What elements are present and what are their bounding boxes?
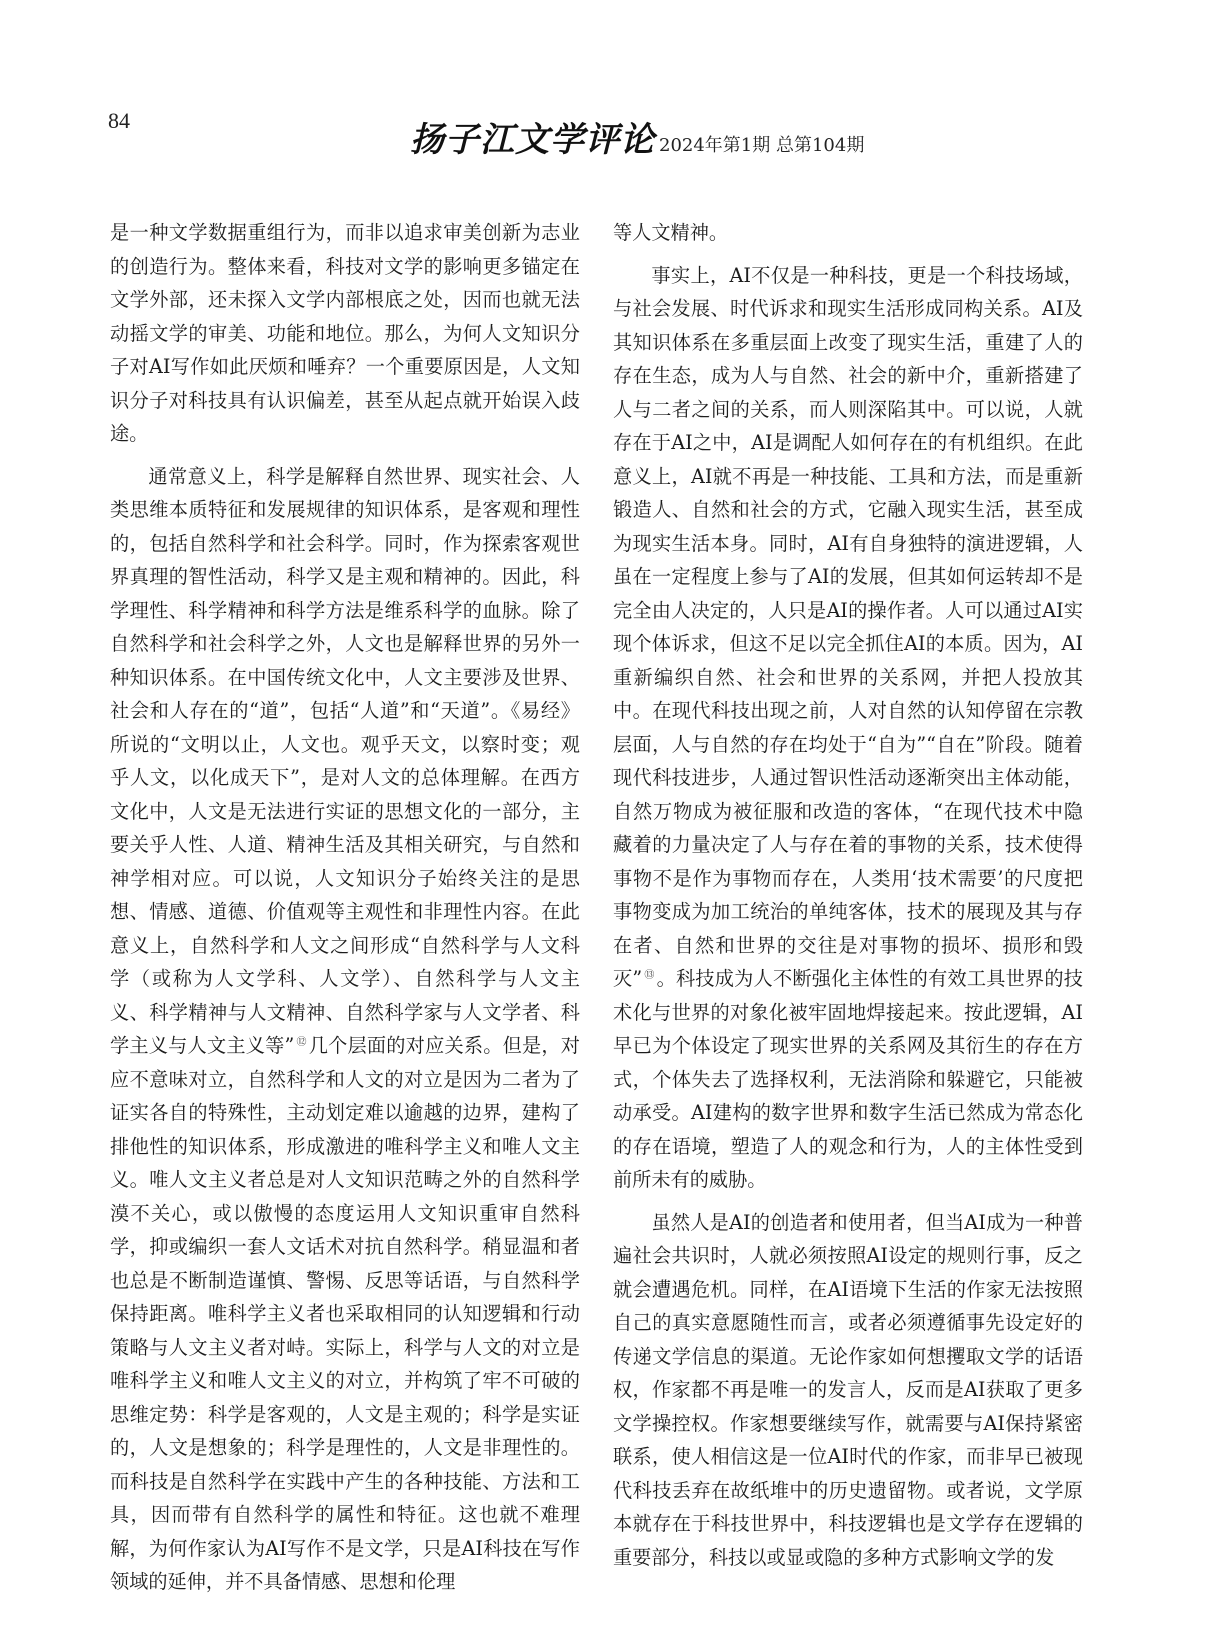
- page-number: 84: [108, 108, 130, 133]
- paragraph: 虽然人是AI的创造者和使用者，但当AI成为一种普遍社会共识时，人就必须按照AI设定的规则行事，反之就会遭遇危机。同样，在AI语境下生活的作家无法按照自己的真实意愿随性而言，或者必须遵循事先设定好的传递文学信息的渠道。无论作家如何想攫取文学的话语权，作家都不再是唯一的发言人，反而是AI获取了更多文学操控权。作家想要继续写作，就需要与AI保持紧密联系，使人相信这是一位AI时代的作家，而非早已被现代科技丢弃在故纸堆中的历史遗留物。或者说，文学原本就存在于科技世界中，科技逻辑也是文学存在逻辑的重要部分，科技以或显或隐的多种方式影响文学的发: [613, 1210, 1083, 1569]
- paragraph: [110, 460, 580, 1599]
- paragraph-text: 几个层面的对应关系。但是，对应不意味对立，自然科学和人文的对立是因为二者为了证实各自的特殊性，主动划定难以逾越的边界，建构了排他性的知识体系，形成激进的唯科学主义和唯人文主义。唯人文主义者总是对人文知识范畴之外的自然科学漠不关心，或以傲慢的态度运用人文知识重审自然科学，抑或编织一套人文话术对抗自然科学。稍显温和者也总是不断制造谨慎、警惕、反思等话语，与自然科学保持距离。唯科学主义者也采取相同的认知逻辑和行动策略与人文主义者对峙。实际上，科学与人文的对立是唯科学主义和唯人文主义的对立，并构筑了牢不可破的思维定势：科学是客观的，人文是主观的；科学是实证的，人文是想象的；科学是理性的，人文是非理性的。而科技是自然科学在实践中产生的各种技能、方法和工具，因而带有自然科学的属性和特征。这也就不难理解，为何作家认为AI写作不是文学，只是AI科技在写作领域的延伸，并不具备情感、思想和伦理: [110, 1034, 580, 1593]
- paragraph-text: 事实上，AI不仅是一种科技，更是一个科技场域，与社会发展、时代诉求和现实生活形成同构关系。AI及其知识体系在多重层面上改变了现实生活，重建了人的存在生态，成为人与自然、社会的新中介，重新搭建了人与二者之间的关系，而人则深陷其中。可以说，人就存在于AI之中，AI是调配人如何存在的有机组织。在此意义上，AI就不再是一种技能、工具和方法，而是重新锻造人、自然和社会的方式，它融入现实生活，甚至成为现实生活本身。同时，AI有自身独特的演进逻辑，人虽在一定程度上参与了AI的发展，但其如何运转却不是完全由人决定的，人只是AI的操作者。人可以通过AI实现个体诉求，但这不足以完全抓住AI的本质。因为，AI重新编织自然、社会和世界的关系网，并把人投放其中。在现代科技出现之前，人对自然的认知停留在宗教层面，人与自然的存在均处于“自为”“自在”阶段。随着现代科技进步，人通过智识性活动逐渐突出主体动能，自然万物成为被征服和改造的客体，“在现代技术中隐藏着的力量决定了人与存在着的事物的关系，技术使得事物不是作为事物而存在，人类用‘技术需要’的尺度把事物变成为加工统治的单纯客体，技术的展现及其与存在者、自然和世界的交往是对事物的损坏、损形和毁灭”: [613, 263, 1083, 990]
- paragraph: 是一种文学数据重组行为，而非以追求审美创新为志业的创造行为。整体来看，科技对文学的影响更多锚定在文学外部，还未探入文学内部根底之处，因而也就无法动摇文学的审美、功能和地位。那么，为何人文知识分子对AI写作如此厌烦和唾弃？一个重要原因是，人文知识分子对科技具有认识偏差，甚至从起点就开始误入歧途。: [110, 221, 580, 445]
- journal-masthead: [410, 112, 864, 161]
- footnote-marker: ⑫: [296, 1036, 307, 1048]
- journal-logo: 扬子江文学评论: [410, 120, 655, 160]
- paragraph-text: 。科技成为人不断强化主体性的有效工具世界的技术化与世界的对象化被牢固地焊接起来。按此逻辑，AI早已为个体设定了现实世界的关系网及其衍生的存在方式，个体失去了选择权利，无法消除和躲避它，只能被动承受。AI建构的数字世界和数字生活已然成为常态化的存在语境，塑造了人的观念和行为，人的主体性受到前所未有的威胁。: [613, 967, 1083, 1191]
- paragraph-text: 通常意义上，科学是解释自然世界、现实社会、人类思维本质特征和发展规律的知识体系，是客观和理性的，包括自然科学和社会科学。同时，作为探索客观世界真理的智性活动，科学又是主观和精神的。因此，科学理性、科学精神和科学方法是维系科学的血脉。除了自然科学和社会科学之外，人文也是解释世界的另外一种知识体系。在中国传统文化中，人文主要涉及世界、社会和人存在的“道”，包括“人道”和“天道”。《易经》所说的“文明以止，人文也。观乎天文，以察时变；观乎人文，以化成天下”，是对人文的总体理解。在西方文化中，人文是无法进行实证的思想文化的一部分，主要关乎人性、人道、精神生活及其相关研究，与自然和神学相对应。可以说，人文知识分子始终关注的是思想、情感、道德、价值观等主观性和非理性内容。在此意义上，自然科学和人文之间形成“自然科学与人文科学（或称为人文学科、人文学）、自然科学与人文主义、科学精神与人文精神、自然科学家与人文学者、科学主义与人文主义等”: [110, 464, 580, 1057]
- issue-info: 2024年第1期 总第104期: [659, 135, 865, 156]
- paragraph: [613, 259, 1083, 1197]
- left-column: [110, 216, 580, 1599]
- right-column: [613, 216, 1083, 1574]
- paragraph: 等人文精神。: [613, 221, 729, 244]
- footnote-marker: ⑬: [644, 969, 655, 981]
